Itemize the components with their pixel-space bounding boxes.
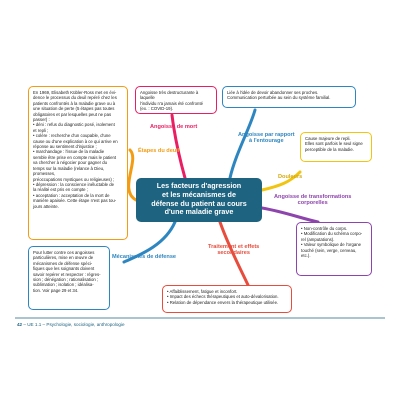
transform-label	[274, 194, 351, 207]
entourage-label-line: à l'entourage	[248, 138, 284, 145]
defense-text-line: Pour lutter contre ces angoisses	[33, 250, 95, 255]
stages-text-line: temps sur la maladie (relance à Dieu, promesses,	[33, 165, 105, 177]
stages-text-line: manière apaisée. Cette étape n'est pas tou-	[33, 198, 117, 204]
treatment-label-line: secondaires	[217, 250, 250, 257]
stages-text-line: une situation de perte (5 étapes pas toutes	[33, 106, 115, 112]
central-topic-line: défense du patient au cours	[151, 198, 247, 208]
entourage-label	[238, 132, 295, 145]
anger-label: Angoisse de mort	[150, 124, 198, 130]
pain-box	[300, 132, 372, 162]
anger-box	[135, 86, 217, 114]
stages-text-line: patients confrontés à la maladie grave ou à	[33, 100, 116, 106]
central-topic-line: et les mécanismes de	[162, 189, 236, 199]
stages-text-line: cause ou d'une explication à ce qui arrive en	[33, 138, 118, 144]
transform-text-line: • Non-contrôle du corps.	[301, 226, 348, 231]
stages-text-line: • marchandage : l'issue de la maladie	[33, 149, 105, 155]
stages-text-line: obligatoires et par lesquelles peut ne pas passer) :	[33, 111, 112, 123]
stages-label: Étapes du deuil	[138, 148, 180, 154]
central-topic	[136, 178, 262, 222]
defense-text-line: tion. Voir page 29 et 34.	[33, 287, 79, 293]
stages-text-line: • colère : recherche d'un coupable, d'une	[33, 133, 111, 139]
defense-text-line: mécanismes de défense spéci-	[33, 260, 93, 266]
treatment-text-line: • Impact des échecs thérapeutiques et auto-dévalorisation.	[167, 294, 279, 300]
anger-text-line: l'individu n'a jamais été confronté	[140, 100, 204, 106]
defense-label: Mécanismes de défense	[112, 254, 177, 260]
entourage-label-line: Angoisse par rapport	[238, 132, 295, 138]
pain-text-line: Cause majeure de repli.	[305, 136, 351, 141]
entourage-text-line: Liée à l'idée de devoir abandonner ses proches.	[227, 90, 319, 95]
transform-box	[296, 222, 372, 276]
treatment-text-line: • Affaiblissement, fatigue et inconfort.	[167, 289, 238, 294]
central-topic-line: Les facteurs d'agression	[156, 181, 242, 190]
entourage-box	[222, 86, 356, 108]
stages-text-line: • déni : refus du diagnostic posé, isolement	[33, 122, 115, 128]
stages-text-line: et repli ;	[33, 127, 49, 133]
pain-text-line: perceptible de la maladie.	[305, 146, 354, 152]
defense-text-line: sion ; dénégation ; rationalisation ;	[33, 277, 99, 283]
stages-text-line: • dépression : la conscience inéluctable de	[33, 181, 115, 187]
pain-label: Douleurs	[278, 174, 303, 180]
transform-text-line: • Modification du schéma corpo-	[301, 231, 363, 237]
stages-text-line: En 1969, Elisabeth Kübler-Ross met en évi-	[33, 90, 117, 95]
transform-label-line: Angoisse de transformations	[274, 194, 352, 200]
stages-text-line: va chercher à négocier pour gagner du	[33, 160, 108, 166]
defense-box	[28, 246, 110, 310]
stages-text-line: la réalité est pris en compte ;	[33, 187, 88, 193]
connector-transform	[262, 208, 318, 222]
transform-label-line: corporelles	[297, 200, 328, 207]
anger-text-line: (ex. : COVID-19).	[140, 106, 174, 112]
stages-text-line: • acceptation : acceptation de la mort de	[33, 192, 110, 198]
pain-text-line: Elles sont parfois le seul signe	[305, 141, 363, 147]
stages-text-line: jours atteinte.	[33, 203, 59, 209]
transform-text-line: rel (amputations).	[301, 236, 335, 242]
stages-text-line: préoccupations mystiques ou religieuses) ;	[33, 176, 115, 182]
defense-text-line: particulières, mise en œuvre de	[33, 255, 94, 261]
entourage-text-line: Communication perturbée au sein du système familial.	[227, 95, 331, 101]
transform-text-line: • Valeur symbolique de l'organe	[301, 242, 362, 248]
stages-text-line: réponse au sentiment d'injustice ;	[33, 144, 97, 150]
stages-text-line: semble être prise en compte mais le patient	[33, 154, 117, 160]
page-footer	[17, 322, 125, 327]
defense-text-line: fiques que les soignants doivent	[33, 266, 95, 272]
connector-stages	[129, 150, 136, 200]
treatment-label	[208, 244, 259, 257]
central-topic-line: d'une maladie grave	[164, 207, 234, 217]
footer-text: – UE 1.1 – Psychologie, sociologie, anthropologie	[23, 322, 125, 327]
stages-box	[28, 86, 128, 240]
defense-text-line: savoir repérer et respecter : régres-	[33, 271, 101, 277]
treatment-text-line: • Relation de dépendance envers la thérapeutique utilisée.	[167, 299, 279, 305]
treatment-label-line: Traitement et effets	[208, 244, 260, 250]
transform-text-line: etc.).	[301, 253, 311, 259]
stages-text-line: dence le processus du deuil repéré chez les	[33, 95, 117, 101]
defense-text-line: sublimation ; isolation ; idéalisa-	[33, 282, 94, 288]
treatment-box	[162, 285, 292, 313]
anger-text-line: Angoisse très destructurante à laquelle	[140, 90, 199, 101]
page-number: 42	[17, 322, 23, 327]
transform-text-line: touché (sein, verge, cerveau,	[301, 247, 357, 253]
